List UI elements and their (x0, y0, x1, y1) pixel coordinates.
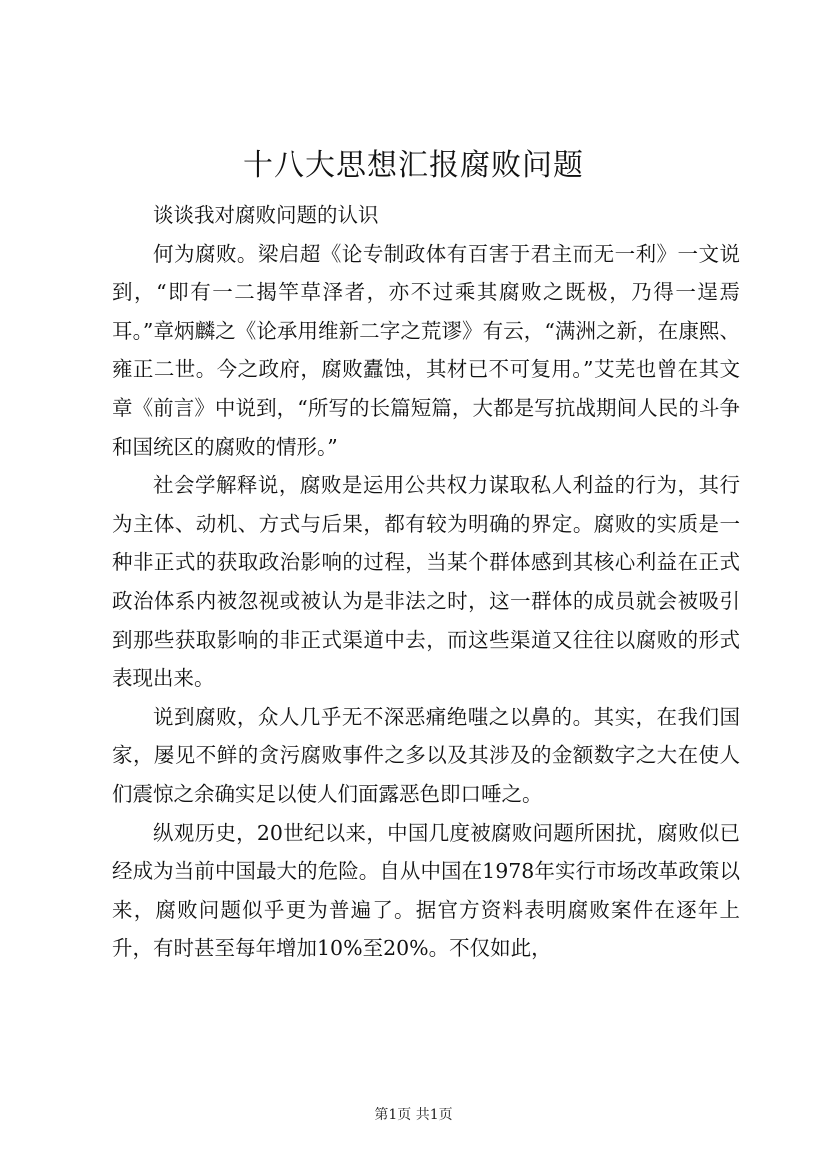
paragraph: 说到腐败，众人几乎无不深恶痛绝嗤之以鼻的。其实，在我们国家，屡见不鲜的贪污腐败事件之多以及其涉及的金额数字之大在使人们震惊之余确实足以使人们面露恶色即口唾之。 (112, 704, 740, 806)
paragraph-subtitle: 谈谈我对腐败问题的认识 (153, 203, 379, 227)
document-body (112, 196, 740, 968)
paragraph: 社会学解释说，腐败是运用公共权力谋取私人利益的行为，其行为主体、动机、方式与后果，都有较为明确的界定。腐败的实质是一种非正式的获取政治影响的过程，当某个群体感到其核心利益在正式政治体系内被忽视或被认为是非法之时，这一群体的成员就会被吸引到那些获取影响的非正式渠道中去，而这些渠道又往往以腐败的形式表现出来。 (112, 473, 740, 691)
paragraph: 何为腐败。梁启超《论专制政体有百害于君主而无一利》一文说到，“即有一二揭竿草泽者，亦不过乘其腐败之既极，乃得一逞焉耳。”章炳麟之《论承用维新二字之荒谬》有云，“满洲之新，在康熙、雍正二世。今之政府，腐败蠹蚀，其材已不可复用。”艾芜也曾在其文章《前言》中说到，“所写的长篇短篇，大都是写抗战期间人民的斗争和国统区的腐败的情形。” (112, 241, 740, 459)
document-title: 十八大思想汇报腐败问题 (243, 148, 584, 183)
page-footer: 第1页 共1页 (374, 1107, 453, 1123)
paragraph: 纵观历史，20世纪以来，中国几度被腐败问题所困扰，腐败似已经成为当前中国最大的危险。自从中国在1978年实行市场改革政策以来，腐败问题似乎更为普遍了。据官方资料表明腐败案件在逐年上升，有时甚至每年增加10%至20%。不仅如此， (112, 820, 740, 961)
